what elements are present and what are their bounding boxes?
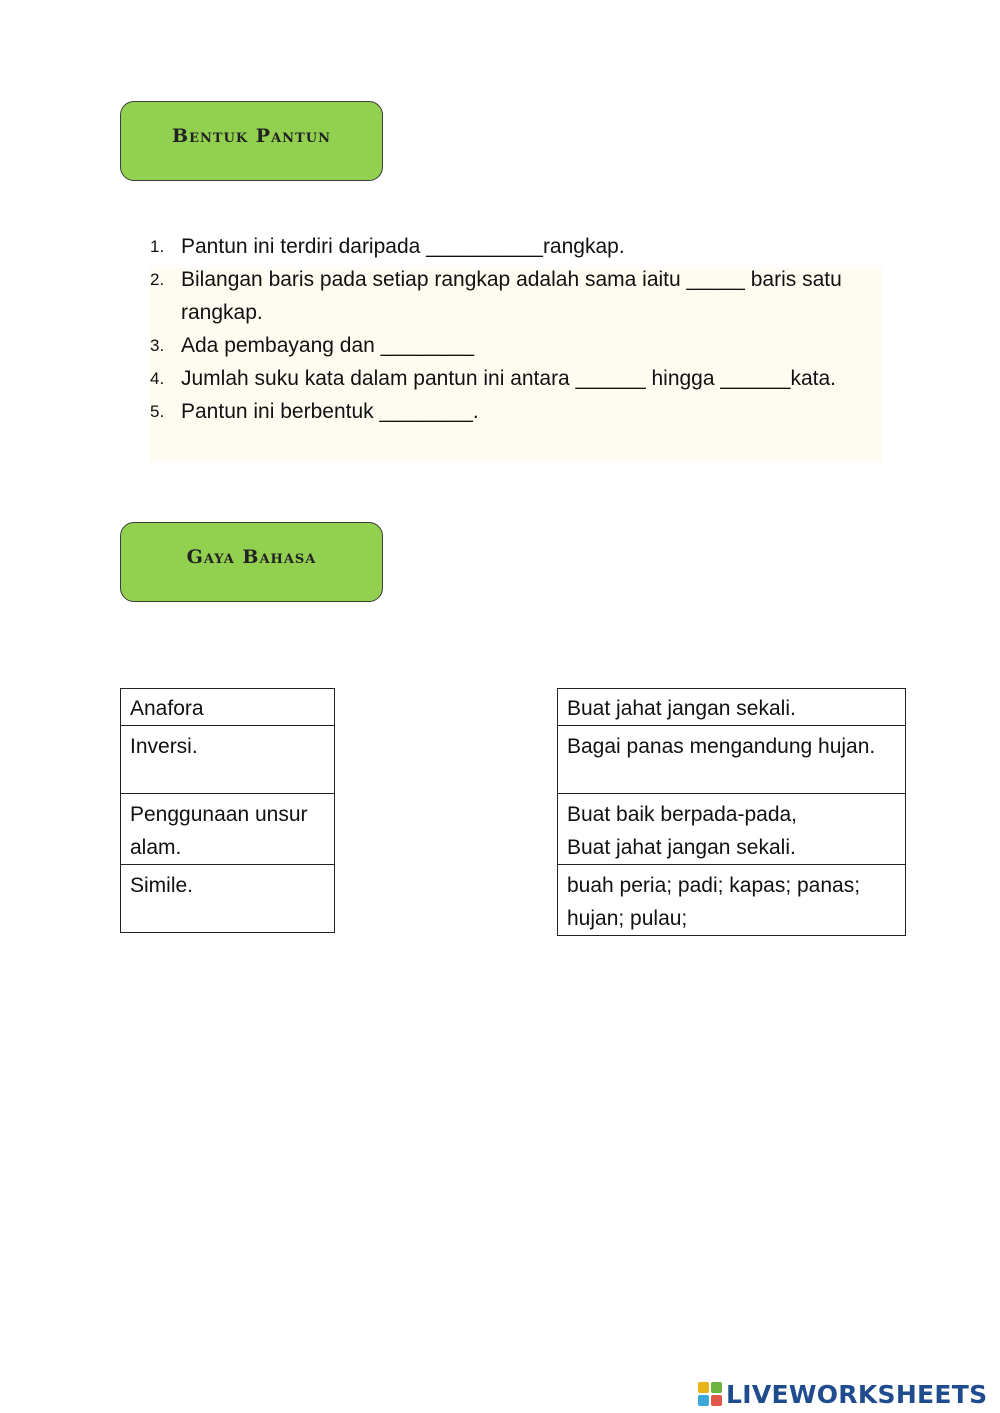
question-item [150,362,890,395]
match-right-item[interactable] [558,689,906,726]
question-number: 1. [150,237,165,256]
match-right-item[interactable] [558,865,906,936]
section-heading-gaya-bahasa [120,522,383,602]
match-left-item[interactable]: Penggunaan unsur alam. [121,794,335,865]
logo-text: LIVEWORKSHEETS [726,1379,988,1409]
match-right-item[interactable] [558,726,906,794]
matching-left-column [120,688,335,933]
question-number: 5. [150,402,165,421]
matching-right-column [557,688,906,936]
question-text: Pantun ini terdiri daripada __________rangkap. [181,235,625,258]
question-number: 2. [150,270,165,289]
question-item [150,263,890,329]
question-item [150,395,890,428]
liveworksheets-logo-icon [698,1382,722,1406]
section-heading-bentuk-pantun [120,101,383,181]
liveworksheets-logo [698,1378,987,1410]
match-right-line: Buat jahat jangan sekali. [567,836,796,859]
question-item [150,230,890,263]
match-right-line: Bagai panas mengandung hujan. [567,735,876,758]
match-left-item[interactable]: Inversi. [121,726,335,794]
match-right-line: Buat baik berpada-pada, [567,803,798,826]
question-list [150,230,890,428]
match-right-line: buah peria; padi; kapas; panas; hujan; pulau; [567,874,861,930]
question-text: Bilangan baris pada setiap rangkap adalah sama iaitu _____ baris satu rangkap. [181,268,842,324]
question-text: Ada pembayang dan ________ [181,334,475,357]
section-heading-text: Bentuk Pantun [172,125,331,147]
match-left-item[interactable]: Anafora [121,689,335,726]
match-right-item[interactable] [558,794,906,865]
question-text: Jumlah suku kata dalam pantun ini antara ______ hingga ______kata. [181,367,836,390]
match-right-line: Buat jahat jangan sekali. [567,697,796,720]
section-heading-text: Gaya Bahasa [186,546,317,568]
question-number: 3. [150,336,165,355]
question-item [150,329,890,362]
question-text: Pantun ini berbentuk ________. [181,400,479,423]
question-number: 4. [150,369,165,388]
match-left-item[interactable]: Simile. [121,865,335,933]
